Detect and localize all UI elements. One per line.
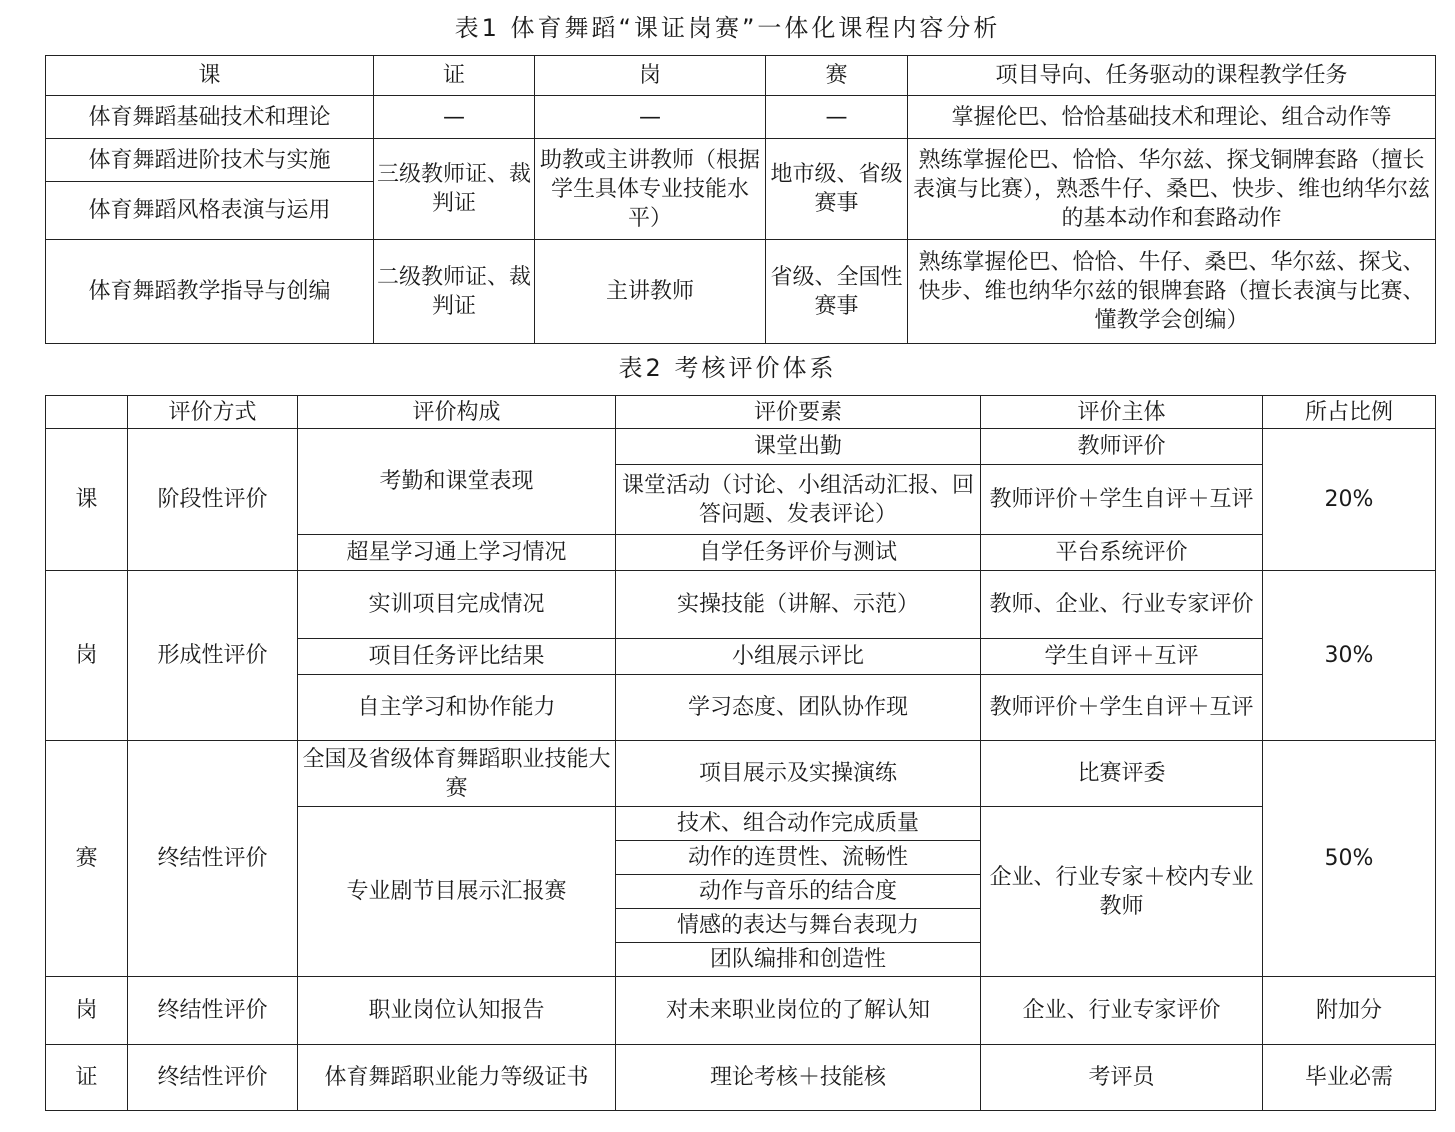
post-cell: 助教或主讲教师（根据学生具体专业技能水平） — [535, 139, 766, 240]
subject-cell: 教师评价＋学生自评＋互评 — [981, 675, 1263, 741]
table1-caption: 表1 体育舞蹈“课证岗赛”一体化课程内容分析 — [454, 14, 1001, 42]
category-cell: 赛 — [46, 741, 128, 977]
method-cell: 终结性评价 — [128, 1045, 298, 1111]
table-row — [46, 139, 1436, 182]
header-cell: 赛 — [766, 56, 908, 96]
table-row — [46, 571, 1436, 639]
element-cell: 团队编排和创造性 — [616, 943, 981, 977]
header-cell: 证 — [374, 56, 535, 96]
competition-cell: — — [766, 96, 908, 139]
category-cell: 岗 — [46, 977, 128, 1045]
cert-cell: 二级教师证、裁判证 — [374, 240, 535, 344]
task-cell: 熟练掌握伦巴、恰恰、华尔兹、探戈铜牌套路（擅长表演与比赛），熟悉牛仔、桑巴、快步、维也纳华尔兹的基本动作和套路动作 — [908, 139, 1436, 240]
element-cell: 自学任务评价与测试 — [616, 535, 981, 571]
element-cell: 课堂活动（讨论、小组活动汇报、回答问题、发表评论） — [616, 465, 981, 535]
ratio-cell: 毕业必需 — [1263, 1045, 1436, 1111]
composition-cell: 项目任务评比结果 — [298, 639, 616, 675]
category-cell: 证 — [46, 1045, 128, 1111]
element-cell: 小组展示评比 — [616, 639, 981, 675]
subject-cell: 学生自评＋互评 — [981, 639, 1263, 675]
category-cell: 岗 — [46, 571, 128, 741]
header-cell: 评价方式 — [128, 396, 298, 429]
subject-cell: 教师评价＋学生自评＋互评 — [981, 465, 1263, 535]
element-cell: 技术、组合动作完成质量 — [616, 807, 981, 841]
element-cell: 实操技能（讲解、示范） — [616, 571, 981, 639]
composition-cell: 超星学习通上学习情况 — [298, 535, 616, 571]
course-content-table — [45, 55, 1436, 344]
post-cell: 主讲教师 — [535, 240, 766, 344]
cert-cell: 三级教师证、裁判证 — [374, 139, 535, 240]
table-header-row — [46, 396, 1436, 429]
table-row — [46, 96, 1436, 139]
subject-cell: 比赛评委 — [981, 741, 1263, 807]
subject-cell: 教师评价 — [981, 429, 1263, 465]
composition-cell: 考勤和课堂表现 — [298, 429, 616, 535]
cert-cell: — — [374, 96, 535, 139]
course-cell: 体育舞蹈风格表演与运用 — [46, 182, 374, 240]
task-cell: 掌握伦巴、恰恰基础技术和理论、组合动作等 — [908, 96, 1436, 139]
competition-cell: 地市级、省级赛事 — [766, 139, 908, 240]
header-cell: 岗 — [535, 56, 766, 96]
category-cell: 课 — [46, 429, 128, 571]
ratio-cell: 30% — [1263, 571, 1436, 741]
post-cell: — — [535, 96, 766, 139]
method-cell: 阶段性评价 — [128, 429, 298, 571]
assessment-table — [45, 395, 1436, 1111]
composition-cell: 实训项目完成情况 — [298, 571, 616, 639]
course-cell: 体育舞蹈基础技术和理论 — [46, 96, 374, 139]
method-cell: 形成性评价 — [128, 571, 298, 741]
element-cell: 项目展示及实操演练 — [616, 741, 981, 807]
element-cell: 学习态度、团队协作现 — [616, 675, 981, 741]
header-cell: 评价要素 — [616, 396, 981, 429]
table-row — [46, 741, 1436, 807]
course-cell: 体育舞蹈教学指导与创编 — [46, 240, 374, 344]
method-cell: 终结性评价 — [128, 977, 298, 1045]
ratio-cell: 附加分 — [1263, 977, 1436, 1045]
element-cell: 课堂出勤 — [616, 429, 981, 465]
subject-cell: 教师、企业、行业专家评价 — [981, 571, 1263, 639]
table-row — [46, 429, 1436, 465]
element-cell: 动作与音乐的结合度 — [616, 875, 981, 909]
table-header-row — [46, 56, 1436, 96]
composition-cell: 自主学习和协作能力 — [298, 675, 616, 741]
ratio-cell: 50% — [1263, 741, 1436, 977]
competition-cell: 省级、全国性赛事 — [766, 240, 908, 344]
header-cell: 项目导向、任务驱动的课程教学任务 — [908, 56, 1436, 96]
header-cell: 课 — [46, 56, 374, 96]
element-cell: 情感的表达与舞台表现力 — [616, 909, 981, 943]
header-cell: 评价主体 — [981, 396, 1263, 429]
ratio-cell: 20% — [1263, 429, 1436, 571]
course-cell: 体育舞蹈进阶技术与实施 — [46, 139, 374, 182]
subject-cell: 企业、行业专家评价 — [981, 977, 1263, 1045]
subject-cell: 平台系统评价 — [981, 535, 1263, 571]
table2-caption: 表2 考核评价体系 — [618, 354, 837, 382]
composition-cell: 体育舞蹈职业能力等级证书 — [298, 1045, 616, 1111]
subject-cell: 企业、行业专家＋校内专业教师 — [981, 807, 1263, 977]
subject-cell: 考评员 — [981, 1045, 1263, 1111]
composition-cell: 职业岗位认知报告 — [298, 977, 616, 1045]
task-cell: 熟练掌握伦巴、恰恰、牛仔、桑巴、华尔兹、探戈、快步、维也纳华尔兹的银牌套路（擅长表演与比赛、懂教学会创编） — [908, 240, 1436, 344]
table-row — [46, 977, 1436, 1045]
composition-cell: 专业剧节目展示汇报赛 — [298, 807, 616, 977]
composition-cell: 全国及省级体育舞蹈职业技能大赛 — [298, 741, 616, 807]
header-cell: 所占比例 — [1263, 396, 1436, 429]
table-row — [46, 240, 1436, 344]
header-cell: 评价构成 — [298, 396, 616, 429]
table-row — [46, 1045, 1436, 1111]
element-cell: 动作的连贯性、流畅性 — [616, 841, 981, 875]
method-cell: 终结性评价 — [128, 741, 298, 977]
header-cell — [46, 396, 128, 429]
element-cell: 理论考核＋技能核 — [616, 1045, 981, 1111]
element-cell: 对未来职业岗位的了解认知 — [616, 977, 981, 1045]
